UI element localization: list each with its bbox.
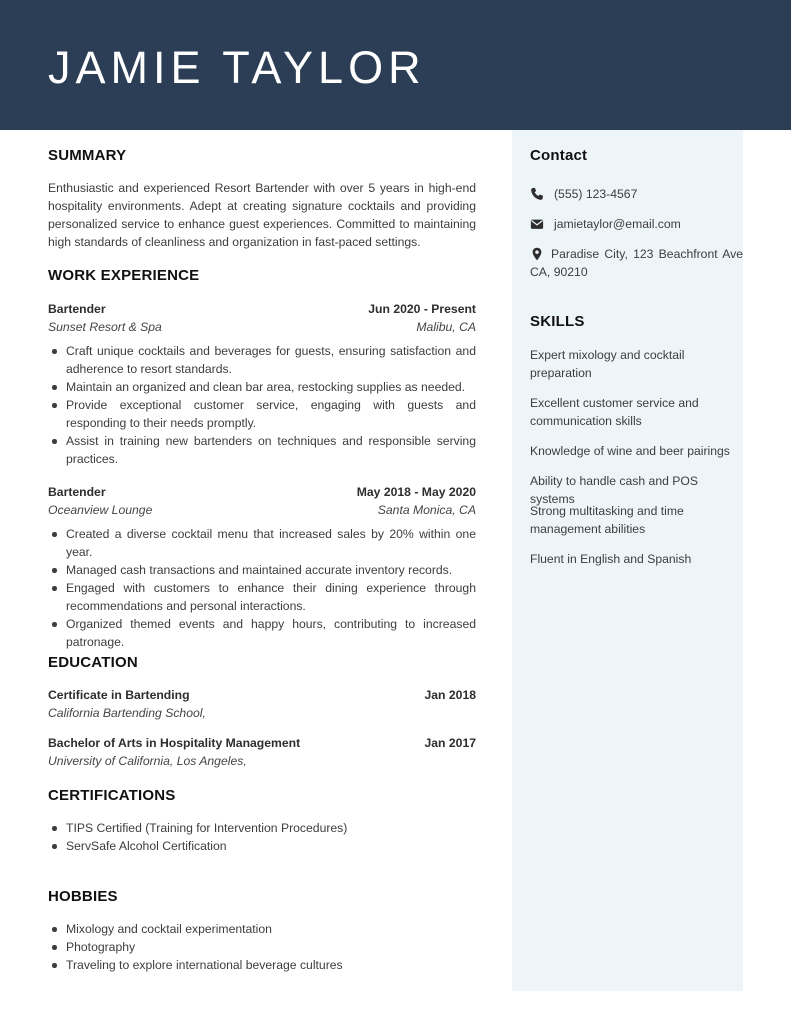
job-bullets bbox=[48, 342, 476, 468]
summary-heading: SUMMARY bbox=[48, 147, 127, 164]
job-title: Bartender bbox=[48, 485, 106, 499]
education-date: Jan 2017 bbox=[424, 736, 476, 750]
envelope-icon bbox=[530, 217, 544, 231]
phone-icon bbox=[530, 187, 544, 201]
skills-heading: SKILLS bbox=[530, 313, 585, 330]
job-company: Sunset Resort & Spa bbox=[48, 320, 162, 334]
candidate-name: JAMIE TAYLOR bbox=[48, 42, 426, 93]
list-item: Created a diverse cocktail menu that increased sales by 20% within one year. bbox=[48, 525, 476, 561]
skill-item: Expert mixology and cocktail preparation bbox=[530, 348, 685, 380]
list-item: TIPS Certified (Training for Intervention Procedures) bbox=[48, 819, 476, 837]
list-item: Craft unique cocktails and beverages for guests, ensuring satisfaction and adherence to resort standards. bbox=[48, 342, 476, 378]
experience-heading: WORK EXPERIENCE bbox=[48, 267, 200, 284]
sidebar bbox=[512, 130, 743, 991]
resume-header bbox=[0, 0, 791, 130]
map-pin-icon bbox=[530, 247, 544, 261]
list-item: Provide exceptional customer service, engaging with guests and responding to their needs promptly. bbox=[48, 396, 476, 432]
hobbies-list bbox=[48, 920, 476, 974]
summary-text: Enthusiastic and experienced Resort Bartender with over 5 years in high-end hospitality environments. Adept at creating signature cocktails and providing personalized service to enhance guest experiences. Committed to maintaining high standards of cleanliness and organization in fast-paced settings. bbox=[48, 181, 476, 249]
job-company: Oceanview Lounge bbox=[48, 503, 153, 517]
certifications-list bbox=[48, 819, 476, 855]
job-location: Malibu, CA bbox=[416, 320, 476, 334]
job-title: Bartender bbox=[48, 302, 106, 316]
list-item: Organized themed events and happy hours, contributing to increased patronage. bbox=[48, 615, 476, 651]
skill-item: Fluent in English and Spanish bbox=[530, 552, 692, 566]
list-item: Traveling to explore international beverage cultures bbox=[48, 956, 476, 974]
list-item: ServSafe Alcohol Certification bbox=[48, 837, 476, 855]
skill-item: Strong multitasking and time management abilities bbox=[530, 504, 684, 536]
skill-item: Knowledge of wine and beer pairings bbox=[530, 444, 730, 458]
skill-item: Ability to handle cash and POS systems bbox=[530, 474, 699, 506]
degree: Certificate in Bartending bbox=[48, 688, 190, 702]
certifications-heading: CERTIFICATIONS bbox=[48, 787, 176, 804]
job-entry bbox=[48, 300, 476, 468]
contact-heading: Contact bbox=[530, 147, 588, 164]
school: California Bartending School, bbox=[48, 706, 206, 720]
contact-email: jamietaylor@email.com bbox=[530, 215, 743, 233]
school: University of California, Los Angeles, bbox=[48, 754, 247, 768]
list-item: Mixology and cocktail experimentation bbox=[48, 920, 476, 938]
job-location: Santa Monica, CA bbox=[377, 503, 476, 517]
job-bullets bbox=[48, 525, 476, 651]
degree: Bachelor of Arts in Hospitality Management bbox=[48, 736, 301, 750]
contact-address: Paradise City, 123 Beachfront Ave CA, 90210 bbox=[530, 247, 743, 279]
list-item: Photography bbox=[48, 938, 476, 956]
job-dates: Jun 2020 - Present bbox=[368, 302, 476, 316]
skill-item: Excellent customer service and communication skills bbox=[530, 396, 699, 428]
hobbies-heading: HOBBIES bbox=[48, 888, 118, 905]
contact-phone: (555) 123-4567 bbox=[530, 185, 743, 203]
education-heading: EDUCATION bbox=[48, 654, 138, 671]
education-entry bbox=[48, 686, 476, 722]
job-entry bbox=[48, 483, 476, 651]
list-item: Engaged with customers to enhance their dining experience through recommendations and personal interactions. bbox=[48, 579, 476, 615]
list-item: Managed cash transactions and maintained accurate inventory records. bbox=[48, 561, 476, 579]
list-item: Maintain an organized and clean bar area, restocking supplies as needed. bbox=[48, 378, 476, 396]
education-date: Jan 2018 bbox=[424, 688, 476, 702]
job-dates: May 2018 - May 2020 bbox=[356, 485, 476, 499]
education-entry bbox=[48, 734, 476, 770]
list-item: Assist in training new bartenders on techniques and responsible serving practices. bbox=[48, 432, 476, 468]
